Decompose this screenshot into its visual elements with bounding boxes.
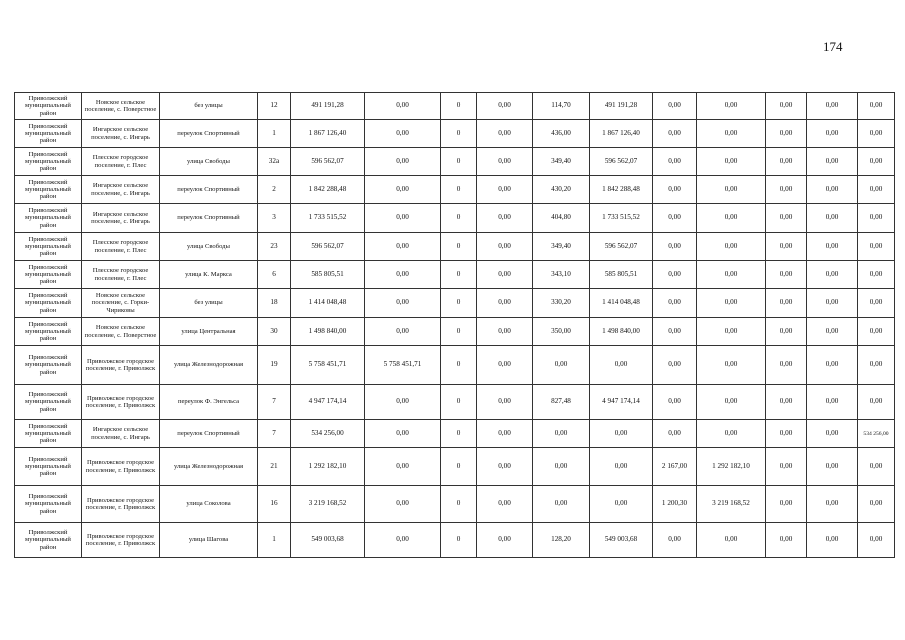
total-cost-cell: 4 947 174,14 [291, 385, 365, 420]
fund-cell: 0,00 [365, 289, 441, 318]
col-7-cell: 0 [441, 93, 477, 120]
col-7-cell: 0 [441, 346, 477, 385]
table-row [15, 148, 895, 176]
total-cost-cell: 1 414 048,48 [291, 289, 365, 318]
district-cell: Приволжский муниципальный район [15, 148, 82, 176]
total-cost-cell: 3 219 168,52 [291, 486, 365, 523]
district-cell: Приволжский муниципальный район [15, 176, 82, 204]
cost-2-cell: 0,00 [697, 233, 766, 261]
house-number-cell: 12 [258, 93, 291, 120]
col-8-cell: 0,00 [477, 120, 533, 148]
cost-1-cell: 549 003,68 [590, 523, 653, 558]
street-cell: переулок Ф. Энгельса [160, 385, 258, 420]
cost-3-cell: 0,00 [807, 420, 858, 448]
house-number-cell: 2 [258, 176, 291, 204]
area-2-cell: 0,00 [653, 176, 697, 204]
fund-cell: 0,00 [365, 318, 441, 346]
settlement-cell: Ингарское сельское поселение, с. Ингарь [82, 120, 160, 148]
area-1-cell: 349,40 [533, 233, 590, 261]
total-cost-cell: 1 867 126,40 [291, 120, 365, 148]
total-cost-cell: 1 498 840,00 [291, 318, 365, 346]
settlement-cell: Новское сельское поселение, с. Горки-Чириковы [82, 289, 160, 318]
street-cell: улица Шагова [160, 523, 258, 558]
district-cell: Приволжский муниципальный район [15, 204, 82, 233]
area-3-cell: 0,00 [766, 261, 807, 289]
table-row [15, 93, 895, 120]
col-8-cell: 0,00 [477, 523, 533, 558]
cost-1-cell: 1 414 048,48 [590, 289, 653, 318]
table-row [15, 233, 895, 261]
area-1-cell: 114,70 [533, 93, 590, 120]
house-number-cell: 3 [258, 204, 291, 233]
house-number-cell: 23 [258, 233, 291, 261]
settlement-cell: Плесское городское поселение, г. Плес [82, 233, 160, 261]
area-1-cell: 349,40 [533, 148, 590, 176]
area-3-cell: 0,00 [766, 204, 807, 233]
table-row [15, 420, 895, 448]
street-cell: без улицы [160, 289, 258, 318]
fund-cell: 0,00 [365, 261, 441, 289]
cost-2-cell: 0,00 [697, 176, 766, 204]
cost-2-cell: 0,00 [697, 120, 766, 148]
area-1-cell: 0,00 [533, 448, 590, 486]
area-1-cell: 827,48 [533, 385, 590, 420]
fund-cell: 0,00 [365, 448, 441, 486]
cost-2-cell: 3 219 168,52 [697, 486, 766, 523]
col-7-cell: 0 [441, 385, 477, 420]
area-3-cell: 0,00 [766, 176, 807, 204]
house-number-cell: 6 [258, 261, 291, 289]
area-2-cell: 0,00 [653, 233, 697, 261]
fund-cell: 0,00 [365, 204, 441, 233]
area-3-cell: 0,00 [766, 318, 807, 346]
col-8-cell: 0,00 [477, 486, 533, 523]
street-cell: переулок Спортивный [160, 420, 258, 448]
cost-4-cell: 0,00 [858, 486, 895, 523]
cost-4-cell: 0,00 [858, 261, 895, 289]
cost-3-cell: 0,00 [807, 486, 858, 523]
settlement-cell: Плесское городское поселение, г. Плес [82, 261, 160, 289]
area-2-cell: 0,00 [653, 120, 697, 148]
col-7-cell: 0 [441, 486, 477, 523]
cost-1-cell: 596 562,07 [590, 233, 653, 261]
col-7-cell: 0 [441, 148, 477, 176]
settlement-cell: Новское сельское поселение, с. Поверстное [82, 318, 160, 346]
area-1-cell: 404,80 [533, 204, 590, 233]
cost-4-cell: 0,00 [858, 93, 895, 120]
col-8-cell: 0,00 [477, 233, 533, 261]
cost-4-cell: 0,00 [858, 346, 895, 385]
street-cell: переулок Спортивный [160, 120, 258, 148]
cost-4-cell: 0,00 [858, 233, 895, 261]
fund-cell: 0,00 [365, 385, 441, 420]
cost-1-cell: 491 191,28 [590, 93, 653, 120]
col-7-cell: 0 [441, 448, 477, 486]
cost-2-cell: 1 292 182,10 [697, 448, 766, 486]
settlement-cell: Приволжское городское поселение, г. Приволжск [82, 486, 160, 523]
street-cell: улица Свободы [160, 148, 258, 176]
col-7-cell: 0 [441, 176, 477, 204]
area-2-cell: 0,00 [653, 261, 697, 289]
district-cell: Приволжский муниципальный район [15, 486, 82, 523]
settlement-cell: Ингарское сельское поселение, с. Ингарь [82, 176, 160, 204]
settlement-cell: Приволжское городское поселение, г. Приволжск [82, 523, 160, 558]
area-3-cell: 0,00 [766, 120, 807, 148]
area-3-cell: 0,00 [766, 233, 807, 261]
total-cost-cell: 534 256,00 [291, 420, 365, 448]
settlement-cell: Плесское городское поселение, г. Плес [82, 148, 160, 176]
cost-3-cell: 0,00 [807, 148, 858, 176]
cost-2-cell: 0,00 [697, 204, 766, 233]
street-cell: улица Железнодорожная [160, 346, 258, 385]
area-3-cell: 0,00 [766, 93, 807, 120]
cost-1-cell: 1 498 840,00 [590, 318, 653, 346]
total-cost-cell: 491 191,28 [291, 93, 365, 120]
area-3-cell: 0,00 [766, 486, 807, 523]
col-7-cell: 0 [441, 289, 477, 318]
house-number-cell: 30 [258, 318, 291, 346]
cost-1-cell: 0,00 [590, 486, 653, 523]
area-1-cell: 0,00 [533, 346, 590, 385]
cost-1-cell: 1 842 288,48 [590, 176, 653, 204]
cost-2-cell: 0,00 [697, 318, 766, 346]
cost-4-cell: 0,00 [858, 289, 895, 318]
col-8-cell: 0,00 [477, 346, 533, 385]
cost-3-cell: 0,00 [807, 93, 858, 120]
area-2-cell: 0,00 [653, 318, 697, 346]
fund-cell: 0,00 [365, 523, 441, 558]
house-number-cell: 1 [258, 523, 291, 558]
cost-3-cell: 0,00 [807, 346, 858, 385]
table-body [15, 93, 895, 558]
settlement-cell: Новское сельское поселение, с. Поверстное [82, 93, 160, 120]
table-row [15, 523, 895, 558]
cost-1-cell: 0,00 [590, 448, 653, 486]
cost-1-cell: 1 867 126,40 [590, 120, 653, 148]
cost-1-cell: 596 562,07 [590, 148, 653, 176]
col-7-cell: 0 [441, 233, 477, 261]
street-cell: переулок Спортивный [160, 204, 258, 233]
house-number-cell: 19 [258, 346, 291, 385]
cost-4-cell: 0,00 [858, 448, 895, 486]
house-number-cell: 16 [258, 486, 291, 523]
area-1-cell: 436,00 [533, 120, 590, 148]
street-cell: улица Свободы [160, 233, 258, 261]
area-3-cell: 0,00 [766, 289, 807, 318]
cost-3-cell: 0,00 [807, 448, 858, 486]
col-7-cell: 0 [441, 204, 477, 233]
cost-4-cell: 0,00 [858, 120, 895, 148]
area-3-cell: 0,00 [766, 420, 807, 448]
cost-3-cell: 0,00 [807, 176, 858, 204]
cost-1-cell: 585 805,51 [590, 261, 653, 289]
fund-cell: 0,00 [365, 233, 441, 261]
col-8-cell: 0,00 [477, 420, 533, 448]
district-cell: Приволжский муниципальный район [15, 523, 82, 558]
col-8-cell: 0,00 [477, 385, 533, 420]
house-number-cell: 18 [258, 289, 291, 318]
total-cost-cell: 5 758 451,71 [291, 346, 365, 385]
street-cell: улица К. Маркса [160, 261, 258, 289]
settlement-cell: Приволжское городское поселение, г. Приволжск [82, 448, 160, 486]
cost-2-cell: 0,00 [697, 523, 766, 558]
total-cost-cell: 1 842 288,48 [291, 176, 365, 204]
house-number-cell: 7 [258, 385, 291, 420]
area-1-cell: 128,20 [533, 523, 590, 558]
col-8-cell: 0,00 [477, 261, 533, 289]
cost-4-cell: 0,00 [858, 176, 895, 204]
cost-3-cell: 0,00 [807, 204, 858, 233]
cost-3-cell: 0,00 [807, 233, 858, 261]
area-2-cell: 0,00 [653, 289, 697, 318]
page-number: 174 [823, 39, 843, 54]
table-row [15, 318, 895, 346]
cost-3-cell: 0,00 [807, 318, 858, 346]
total-cost-cell: 549 003,68 [291, 523, 365, 558]
table-row [15, 289, 895, 318]
area-1-cell: 430,20 [533, 176, 590, 204]
area-2-cell: 0,00 [653, 204, 697, 233]
cost-3-cell: 0,00 [807, 523, 858, 558]
fund-cell: 0,00 [365, 420, 441, 448]
cost-4-cell: 534 256,00 [858, 420, 895, 448]
fund-cell: 0,00 [365, 148, 441, 176]
table-row [15, 486, 895, 523]
house-number-cell: 1 [258, 120, 291, 148]
cost-4-cell: 0,00 [858, 318, 895, 346]
area-3-cell: 0,00 [766, 385, 807, 420]
district-cell: Приволжский муниципальный район [15, 233, 82, 261]
cost-2-cell: 0,00 [697, 420, 766, 448]
cost-2-cell: 0,00 [697, 261, 766, 289]
street-cell: улица Железнодорожная [160, 448, 258, 486]
table-row [15, 204, 895, 233]
area-2-cell: 1 200,30 [653, 486, 697, 523]
district-cell: Приволжский муниципальный район [15, 289, 82, 318]
table-row [15, 346, 895, 385]
cost-2-cell: 0,00 [697, 289, 766, 318]
area-1-cell: 330,20 [533, 289, 590, 318]
cost-4-cell: 0,00 [858, 148, 895, 176]
col-8-cell: 0,00 [477, 204, 533, 233]
fund-cell: 0,00 [365, 93, 441, 120]
settlement-cell: Приволжское городское поселение, г. Приволжск [82, 346, 160, 385]
cost-1-cell: 0,00 [590, 420, 653, 448]
fund-cell: 0,00 [365, 176, 441, 204]
district-cell: Приволжский муниципальный район [15, 120, 82, 148]
col-8-cell: 0,00 [477, 318, 533, 346]
cost-1-cell: 0,00 [590, 346, 653, 385]
table-row [15, 448, 895, 486]
col-7-cell: 0 [441, 420, 477, 448]
col-7-cell: 0 [441, 523, 477, 558]
area-2-cell: 0,00 [653, 148, 697, 176]
district-cell: Приволжский муниципальный район [15, 448, 82, 486]
col-8-cell: 0,00 [477, 176, 533, 204]
col-7-cell: 0 [441, 261, 477, 289]
cost-3-cell: 0,00 [807, 261, 858, 289]
cost-2-cell: 0,00 [697, 385, 766, 420]
total-cost-cell: 1 733 515,52 [291, 204, 365, 233]
area-2-cell: 0,00 [653, 93, 697, 120]
area-3-cell: 0,00 [766, 448, 807, 486]
cost-4-cell: 0,00 [858, 385, 895, 420]
cost-2-cell: 0,00 [697, 148, 766, 176]
cost-4-cell: 0,00 [858, 523, 895, 558]
fund-cell: 0,00 [365, 486, 441, 523]
cost-3-cell: 0,00 [807, 289, 858, 318]
district-cell: Приволжский муниципальный район [15, 420, 82, 448]
district-cell: Приволжский муниципальный район [15, 318, 82, 346]
area-2-cell: 0,00 [653, 420, 697, 448]
house-number-cell: 21 [258, 448, 291, 486]
total-cost-cell: 585 805,51 [291, 261, 365, 289]
table-row [15, 176, 895, 204]
housing-program-table [14, 92, 895, 558]
cost-3-cell: 0,00 [807, 385, 858, 420]
area-1-cell: 350,00 [533, 318, 590, 346]
street-cell: улица Центральная [160, 318, 258, 346]
total-cost-cell: 596 562,07 [291, 148, 365, 176]
cost-1-cell: 1 733 515,52 [590, 204, 653, 233]
cost-3-cell: 0,00 [807, 120, 858, 148]
settlement-cell: Приволжское городское поселение, г. Приволжск [82, 385, 160, 420]
street-cell: переулок Спортивный [160, 176, 258, 204]
area-1-cell: 0,00 [533, 486, 590, 523]
district-cell: Приволжский муниципальный район [15, 93, 82, 120]
street-cell: улица Соколова [160, 486, 258, 523]
area-3-cell: 0,00 [766, 346, 807, 385]
area-1-cell: 343,10 [533, 261, 590, 289]
settlement-cell: Ингарское сельское поселение, с. Ингарь [82, 204, 160, 233]
area-3-cell: 0,00 [766, 148, 807, 176]
col-7-cell: 0 [441, 318, 477, 346]
street-cell: без улицы [160, 93, 258, 120]
fund-cell: 5 758 451,71 [365, 346, 441, 385]
cost-4-cell: 0,00 [858, 204, 895, 233]
house-number-cell: 7 [258, 420, 291, 448]
district-cell: Приволжский муниципальный район [15, 346, 82, 385]
table-row [15, 385, 895, 420]
area-1-cell: 0,00 [533, 420, 590, 448]
total-cost-cell: 596 562,07 [291, 233, 365, 261]
table-row [15, 261, 895, 289]
area-2-cell: 2 167,00 [653, 448, 697, 486]
area-2-cell: 0,00 [653, 346, 697, 385]
settlement-cell: Ингарское сельское поселение, с. Ингарь [82, 420, 160, 448]
cost-2-cell: 0,00 [697, 346, 766, 385]
col-8-cell: 0,00 [477, 289, 533, 318]
table-row [15, 120, 895, 148]
district-cell: Приволжский муниципальный район [15, 261, 82, 289]
col-8-cell: 0,00 [477, 148, 533, 176]
area-3-cell: 0,00 [766, 523, 807, 558]
district-cell: Приволжский муниципальный район [15, 385, 82, 420]
fund-cell: 0,00 [365, 120, 441, 148]
cost-1-cell: 4 947 174,14 [590, 385, 653, 420]
area-2-cell: 0,00 [653, 385, 697, 420]
col-7-cell: 0 [441, 120, 477, 148]
col-8-cell: 0,00 [477, 93, 533, 120]
house-number-cell: 32а [258, 148, 291, 176]
total-cost-cell: 1 292 182,10 [291, 448, 365, 486]
area-2-cell: 0,00 [653, 523, 697, 558]
col-8-cell: 0,00 [477, 448, 533, 486]
cost-2-cell: 0,00 [697, 93, 766, 120]
